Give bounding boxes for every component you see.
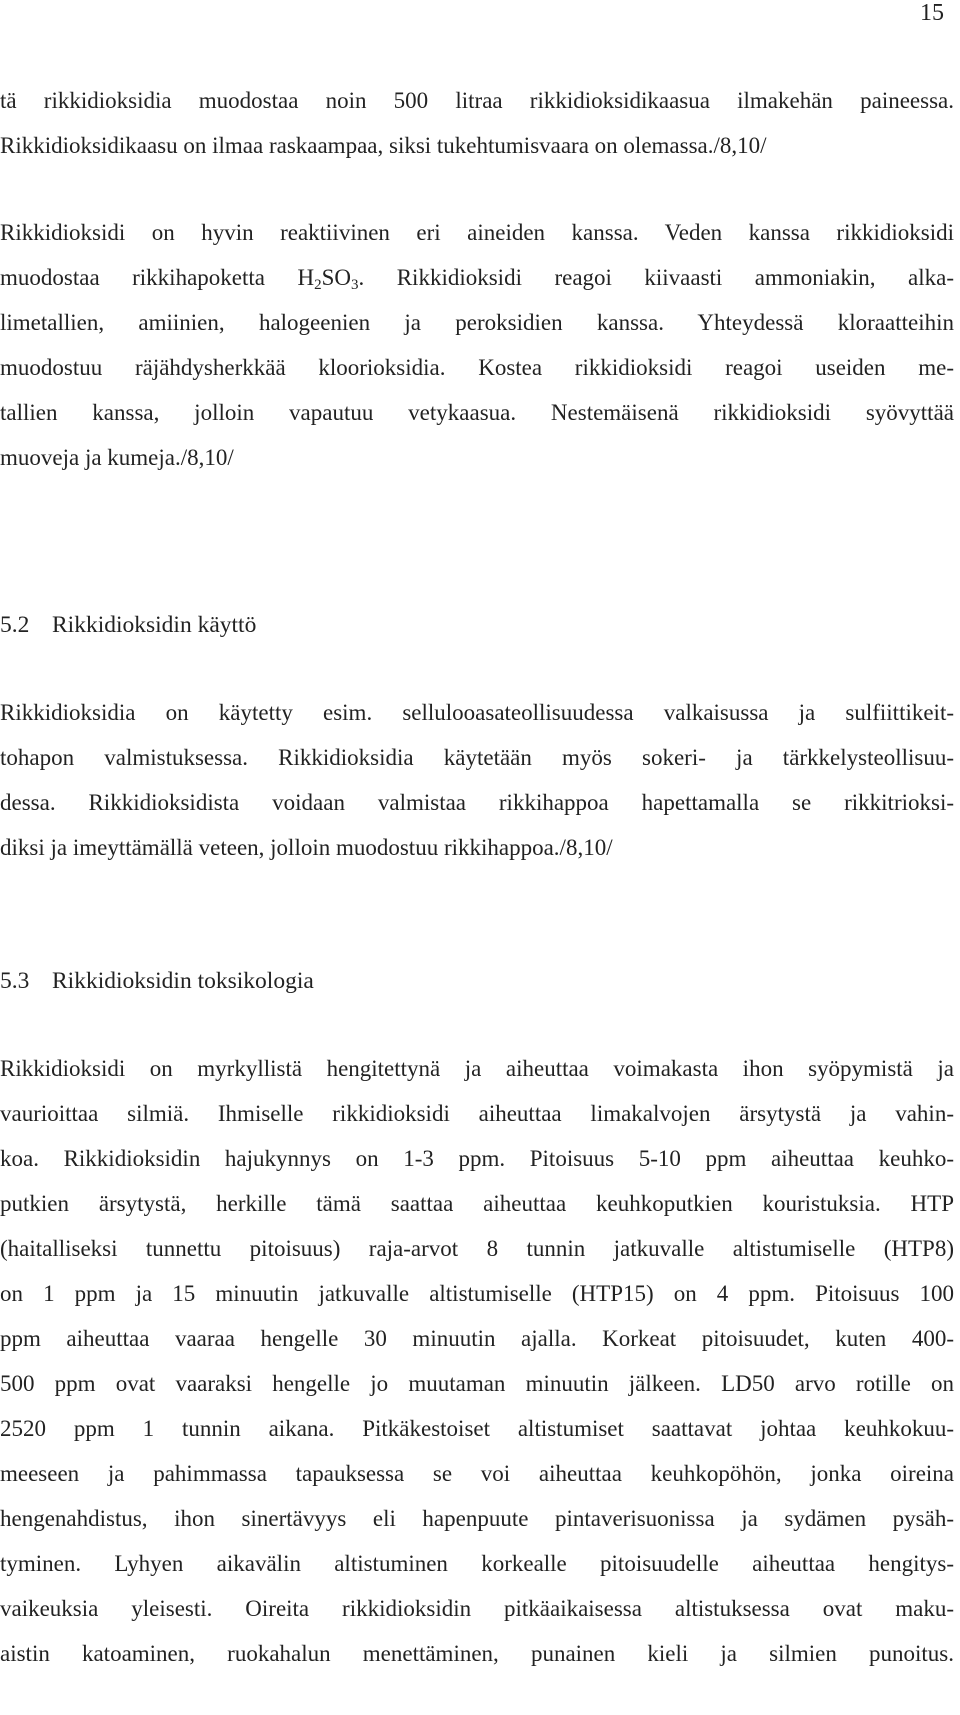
text-line: putkien ärsytystä, herkille tämä saattaa aiheuttaa keuhkoputkien kouristuksia. HTP bbox=[0, 1191, 954, 1216]
paragraph-properties bbox=[0, 78, 954, 168]
section-heading-5-3 bbox=[0, 966, 954, 996]
text-line: Rikkidioksidia on käytetty esim. sellulooasateollisuudessa valkaisussa ja sulfiittikeit- bbox=[0, 700, 954, 725]
section-number: 5.3 bbox=[0, 968, 30, 994]
text-line: koa. Rikkidioksidin hajukynnys on 1-3 ppm. Pitoisuus 5-10 ppm aiheuttaa keuhko- bbox=[0, 1146, 954, 1171]
text-line: (haitalliseksi tunnettu pitoisuus) raja-arvot 8 tunnin jatkuvalle altistumiselle (HTP8) bbox=[0, 1236, 954, 1261]
text-fragment: SO bbox=[321, 265, 351, 290]
text-line: vaurioittaa silmiä. Ihmiselle rikkidioksidi aiheuttaa limakalvojen ärsytystä ja vahin- bbox=[0, 1101, 954, 1126]
text-line: meeseen ja pahimmassa tapauksessa se voi aiheuttaa keuhkopöhön, jonka oireina bbox=[0, 1461, 954, 1486]
text-fragment: muodostaa rikkihapoketta H bbox=[0, 265, 315, 290]
text-line: tyminen. Lyhyen aikavälin altistuminen korkealle pitoisuudelle aiheuttaa hengitys- bbox=[0, 1551, 954, 1576]
text-line: aistin katoaminen, ruokahalun menettäminen, punainen kieli ja silmien punoitus. bbox=[0, 1641, 954, 1666]
text-line: 500 ppm ovat vaaraksi hengelle jo muutaman minuutin jälkeen. LD50 arvo rotille on bbox=[0, 1371, 954, 1396]
section-title: Rikkidioksidin toksikologia bbox=[52, 968, 314, 994]
text-line: dessa. Rikkidioksidista voidaan valmistaa rikkihappoa hapettamalla se rikkitrioksi- bbox=[0, 790, 954, 815]
text-line: Rikkidioksidi on hyvin reaktiivinen eri aineiden kanssa. Veden kanssa rikkidioksidi bbox=[0, 220, 954, 245]
section-title: Rikkidioksidin käyttö bbox=[52, 612, 257, 638]
subscript: 3 bbox=[350, 277, 359, 293]
text-line: diksi ja imeyttämällä veteen, jolloin muodostuu rikkihappoa./8,10/ bbox=[0, 835, 613, 860]
text-line: muoveja ja kumeja./8,10/ bbox=[0, 445, 234, 470]
text-line: hengenahdistus, ihon sinertävyys eli hapenpuute pintaverisuonissa ja sydämen pysäh- bbox=[0, 1506, 954, 1531]
text-line: limetallien, amiinien, halogeenien ja peroksidien kanssa. Yhteydessä kloraatteihin bbox=[0, 310, 954, 335]
page-number: 15 bbox=[920, 0, 944, 26]
text-line: tallien kanssa, jolloin vapautuu vetykaasua. Nestemäisenä rikkidioksidi syövyttää bbox=[0, 400, 954, 425]
text-fragment: . Rikkidioksidi reagoi kiivaasti ammoniakin, alka- bbox=[358, 265, 954, 290]
text-line: on 1 ppm ja 15 minuutin jatkuvalle altistumiselle (HTP15) on 4 ppm. Pitoisuus 100 bbox=[0, 1281, 954, 1306]
text-line: Rikkidioksidikaasu on ilmaa raskaampaa, siksi tukehtumisvaara on olemassa./8,10/ bbox=[0, 133, 767, 158]
text-line: Rikkidioksidi on myrkyllistä hengitettynä ja aiheuttaa voimakasta ihon syöpymistä ja bbox=[0, 1056, 954, 1081]
section-number: 5.2 bbox=[0, 612, 30, 638]
section-heading-5-2 bbox=[0, 610, 954, 640]
text-line: tä rikkidioksidia muodostaa noin 500 litraa rikkidioksidikaasua ilmakehän paineessa. bbox=[0, 88, 954, 113]
paragraph-usage bbox=[0, 690, 954, 870]
text-line-formula bbox=[0, 255, 954, 300]
text-line: muodostuu räjähdysherkkää kloorioksidia. Kostea rikkidioksidi reagoi useiden me- bbox=[0, 355, 954, 380]
text-line: 2520 ppm 1 tunnin aikana. Pitkäkestoiset altistumiset saattavat johtaa keuhkokuu- bbox=[0, 1416, 954, 1441]
paragraph-toxicology bbox=[0, 1046, 954, 1676]
paragraph-reactivity bbox=[0, 210, 954, 480]
text-line: ppm aiheuttaa vaaraa hengelle 30 minuutin ajalla. Korkeat pitoisuudet, kuten 400- bbox=[0, 1326, 954, 1351]
text-line: tohapon valmistuksessa. Rikkidioksidia käytetään myös sokeri- ja tärkkelysteollisuu- bbox=[0, 745, 954, 770]
subscript: 2 bbox=[314, 277, 322, 293]
text-line: vaikeuksia yleisesti. Oireita rikkidioksidin pitkäaikaisessa altistuksessa ovat maku- bbox=[0, 1596, 954, 1621]
